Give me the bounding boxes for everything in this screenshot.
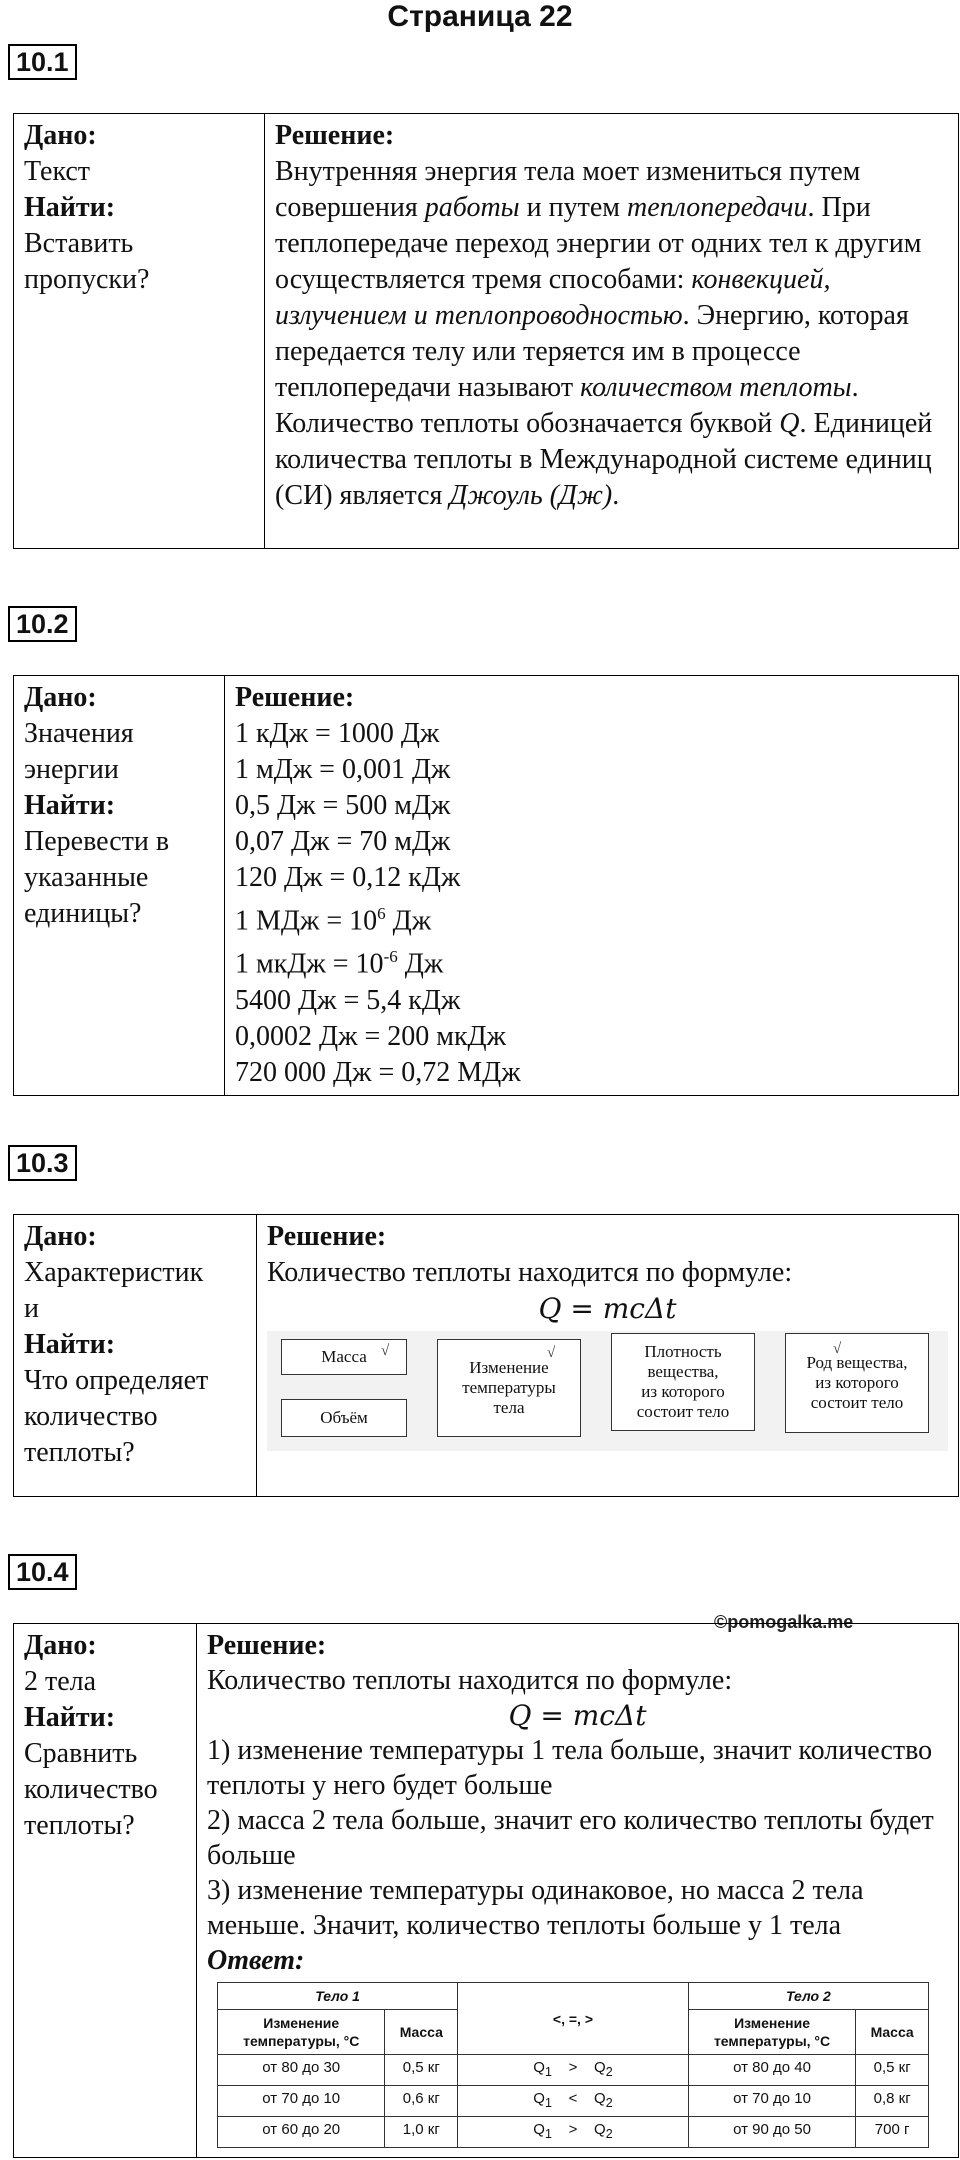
body2-header: Тело 2 <box>688 1983 928 2010</box>
check-mark: √ <box>381 1343 390 1359</box>
find-text: единицы? <box>24 898 142 929</box>
find-label: Найти: <box>24 1702 116 1733</box>
table-row <box>218 2055 929 2086</box>
factor-box-substance: Род вещества, из которого состоит тело <box>785 1333 929 1433</box>
factor-box-mass: Масса <box>281 1339 407 1375</box>
given-column <box>14 1215 257 1497</box>
given-text: и <box>24 1293 39 1324</box>
conversion-line: 0,5 Дж = 500 мДж <box>235 790 451 821</box>
task-10-1-table <box>13 113 959 549</box>
task-10-3-table <box>13 1214 959 1497</box>
mass-col-header: Масса <box>385 2010 458 2055</box>
table-cell: от 90 до 50 <box>688 2117 855 2148</box>
find-text: указанные <box>24 862 149 893</box>
table-cell: от 60 до 20 <box>218 2117 385 2148</box>
factor-box-temperature: Изменение температуры тела <box>437 1339 581 1437</box>
task-number-10-2: 10.2 <box>8 606 77 642</box>
given-text: Значения <box>24 718 134 749</box>
find-label: Найти: <box>24 790 116 821</box>
page-title: Страница 22 <box>387 0 573 33</box>
comparison-cell: $Q_1$ < $Q_2$ <box>458 2086 689 2117</box>
reason-3: 3) изменение температуры одинаковое, но масса 2 тела меньше. Значит, количество теплоты больше у 1 тела <box>207 1875 864 1941</box>
given-column <box>14 1624 197 2158</box>
conversion-line: 0,07 Дж = 70 мДж <box>235 826 451 857</box>
table-cell: 1,0 кг <box>385 2117 458 2148</box>
table-cell: от 80 до 40 <box>688 2055 855 2086</box>
table-cell: 0,8 кг <box>856 2086 929 2117</box>
temp-col-header: Изменение температуры, °С <box>218 2010 385 2055</box>
body1-header: Тело 1 <box>218 1983 458 2010</box>
conversion-line: 1 кДж = 1000 Дж <box>235 718 440 749</box>
given-text: Текст <box>24 156 91 187</box>
solution-label: Решение: <box>207 1630 327 1661</box>
table-cell: 0,5 кг <box>385 2055 458 2086</box>
solution-column <box>257 1215 959 1497</box>
find-text: теплоты? <box>24 1810 135 1841</box>
table-cell: от 70 до 10 <box>218 2086 385 2117</box>
solution-column <box>265 114 959 549</box>
conversion-line: 0,0002 Дж = 200 мкДж <box>235 1020 507 1052</box>
solution-label: Решение: <box>235 682 355 713</box>
find-text: Перевести в <box>24 826 170 857</box>
factors-diagram <box>267 1331 948 1451</box>
answer-table <box>217 1982 929 2148</box>
task-10-2-table <box>13 675 959 1096</box>
solution-label: Решение: <box>267 1221 387 1252</box>
factor-box-volume: Объём <box>281 1399 407 1437</box>
table-cell: от 80 до 30 <box>218 2055 385 2086</box>
check-mark: √ <box>547 1345 556 1361</box>
task-number-10-3: 10.3 <box>8 1145 77 1181</box>
table-cell: 700 г <box>856 2117 929 2148</box>
formula: Q = mcΔt <box>508 1699 647 1732</box>
table-row <box>218 2117 929 2148</box>
solution-column <box>225 676 959 1096</box>
reason-2: 2) масса 2 тела больше, значит его количество теплоты будет больше <box>207 1805 934 1871</box>
table-cell: 0,6 кг <box>385 2086 458 2117</box>
intro-text: Количество теплоты находится по формуле: <box>267 1257 793 1288</box>
table-cell: от 70 до 10 <box>688 2086 855 2117</box>
conversion-line: 1 МДж = $10^6$ Дж <box>235 904 432 937</box>
conversion-line: 120 Дж = 0,12 кДж <box>235 862 461 893</box>
solution-label: Решение: <box>275 120 395 151</box>
check-mark: √ <box>833 1341 842 1357</box>
task-number-10-1: 10.1 <box>8 44 77 80</box>
intro-text: Количество теплоты находится по формуле: <box>207 1665 733 1696</box>
given-column <box>14 114 265 549</box>
table-cell: 0,5 кг <box>856 2055 929 2086</box>
conversion-line: 1 мкДж = $10^{-6}$ Дж <box>235 947 444 980</box>
task-number-10-4: 10.4 <box>8 1554 77 1590</box>
temp-col-header: Изменение температуры, °С <box>688 2010 855 2055</box>
given-label: Дано: <box>24 1221 97 1252</box>
find-text: Что определяет <box>24 1365 209 1396</box>
find-text: теплоты? <box>24 1437 135 1468</box>
find-text: Вставить <box>24 228 134 259</box>
solution-column <box>197 1624 959 2158</box>
reason-1: 1) изменение температуры 1 тела больше, значит количество теплоты у него будет больше <box>207 1735 933 1801</box>
given-label: Дано: <box>24 1630 97 1661</box>
conversion-line: 5400 Дж = 5,4 кДж <box>235 984 461 1016</box>
watermark: ©pomogalka.me <box>714 1612 854 1632</box>
answer-label: Ответ: <box>207 1945 305 1976</box>
given-label: Дано: <box>24 120 97 151</box>
solution-paragraph: Внутренняя энергия тела моет измениться путем совершения работы и путем теплопередачи. При теплопередаче переход энергии от одних тел к другим осуществляется тремя способами: конвекцией, излучением и теплопроводностью. Энергию, которая передается телу или теряется им в процессе теплопередачи называют количеством теплоты. Количество теплоты обозначается буквой Q. Единицей количества теплоты в Международной системе единиц (СИ) является Джоуль (Дж). <box>275 156 933 511</box>
given-text: энергии <box>24 754 119 785</box>
comparison-cell: $Q_1$ > $Q_2$ <box>458 2055 689 2086</box>
factor-box-density: Плотность вещества, из которого состоит тело <box>611 1333 755 1431</box>
find-label: Найти: <box>24 1329 116 1360</box>
find-text: количество <box>24 1401 158 1432</box>
given-column <box>14 676 225 1096</box>
find-text: пропуски? <box>24 264 150 295</box>
task-10-4-table <box>13 1623 959 2158</box>
formula: Q = mcΔt <box>538 1292 677 1325</box>
sign-header: <, =, > <box>458 1983 689 2055</box>
find-text: Сравнить <box>24 1738 138 1769</box>
find-label: Найти: <box>24 192 116 223</box>
conversion-line: 1 мДж = 0,001 Дж <box>235 754 451 785</box>
find-text: количество <box>24 1774 158 1805</box>
table-row <box>218 2086 929 2117</box>
comparison-cell: $Q_1$ > $Q_2$ <box>458 2117 689 2148</box>
given-text: Характеристик <box>24 1257 204 1288</box>
given-text: 2 тела <box>24 1666 97 1697</box>
conversion-line: 720 000 Дж = 0,72 МДж <box>235 1056 521 1088</box>
given-label: Дано: <box>24 682 97 713</box>
mass-col-header: Масса <box>856 2010 929 2055</box>
